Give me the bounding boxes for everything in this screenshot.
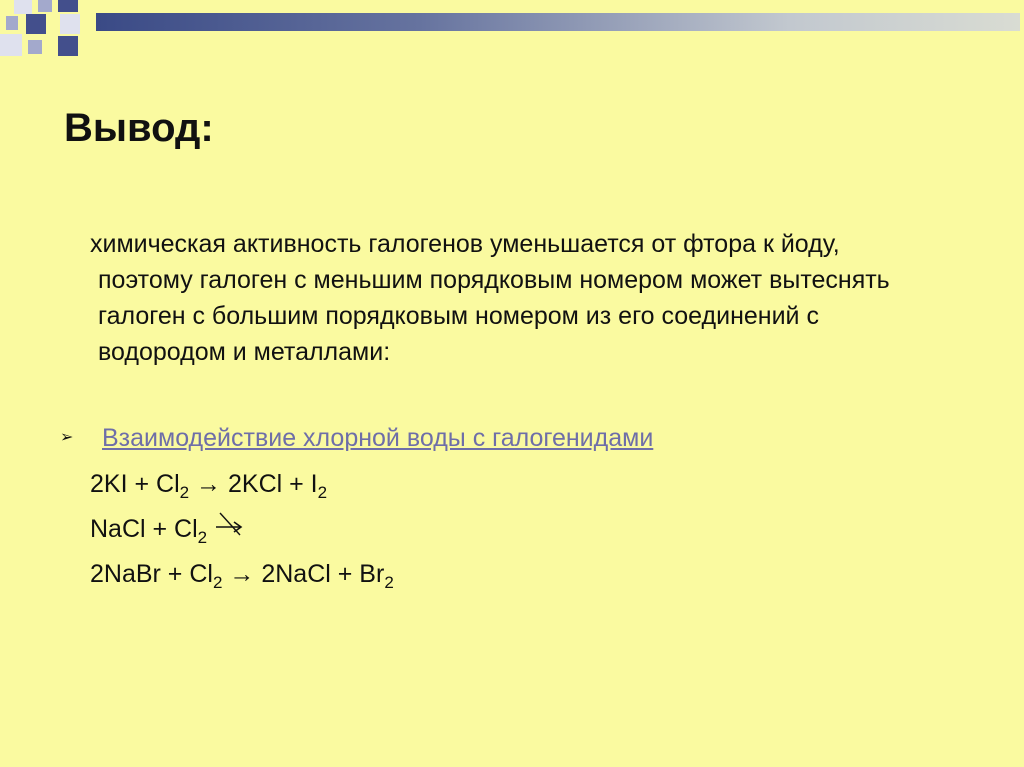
- slide-title: Вывод:: [64, 106, 214, 150]
- equation-2-left: NaCl + Cl: [90, 515, 198, 543]
- equation-1-right-sub: 2: [317, 483, 328, 502]
- deco-square: [58, 36, 78, 56]
- deco-square: [38, 0, 52, 12]
- deco-square: [14, 0, 32, 14]
- reaction-arrow-icon: →: [196, 470, 222, 498]
- reaction-arrow-icon: →: [229, 560, 255, 588]
- header-bar: [96, 13, 1020, 31]
- deco-square: [0, 34, 22, 56]
- conclusion-paragraph: химическая активность галогенов уменьшается от фтора к йоду, поэтому галоген с меньшим порядковым номером может вытеснять галоген с большим порядковым номером из его соединений с водородом и металлами:: [90, 230, 890, 366]
- equation-3-right-sub: 2: [384, 573, 394, 592]
- equation-1-right: 2KCl + I: [228, 470, 318, 498]
- equation-3-left-sub: 2: [212, 573, 223, 592]
- equation-1: [90, 466, 327, 502]
- crossed-arrow-icon: [214, 511, 244, 541]
- deco-square: [60, 14, 80, 34]
- arrow-bullet-icon: ➢: [60, 429, 74, 446]
- deco-square: [28, 40, 42, 54]
- deco-square: [58, 0, 78, 12]
- equation-3-left: 2NaBr + Cl: [90, 560, 213, 588]
- deco-square: [26, 14, 46, 34]
- equation-1-left: 2KI + Cl: [90, 470, 180, 498]
- equation-2: [90, 511, 244, 547]
- equation-3-right: 2NaCl + Br: [261, 560, 385, 588]
- bullet-item: [60, 420, 960, 460]
- equation-2-left-sub: 2: [197, 528, 208, 547]
- chlorine-water-link[interactable]: Взаимодействие хлорной воды с галогенидами: [102, 424, 654, 452]
- equation-3: [90, 556, 394, 592]
- deco-square: [6, 16, 18, 30]
- equation-1-left-sub: 2: [179, 483, 190, 502]
